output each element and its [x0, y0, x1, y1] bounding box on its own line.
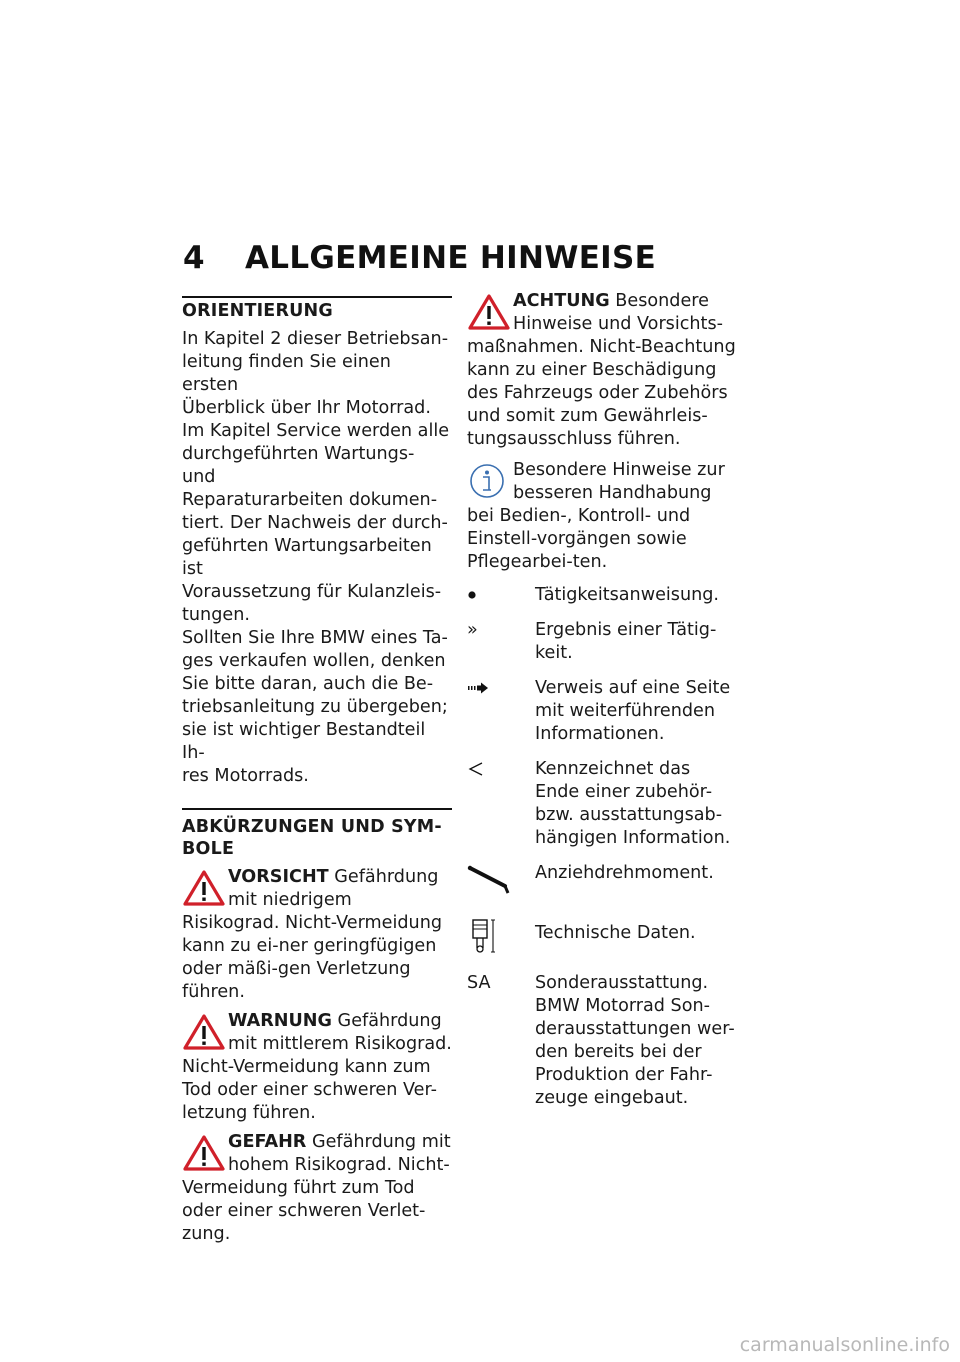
symbol-row-end-marker	[467, 758, 737, 850]
info-icon	[467, 461, 511, 501]
notice-text: Gefährdung mit niedrigem Risikograd. Nicht-Vermeidung kann zu ei-ner geringfügigen oder mäßi-gen Verletzung führen.	[182, 867, 443, 1002]
left-column	[182, 296, 452, 1246]
symbol-description: Technische Daten.	[535, 923, 696, 943]
notice-keyword: GEFAHR	[228, 1132, 307, 1152]
notice-keyword: WARNUNG	[228, 1011, 332, 1031]
symbol-description: Tätigkeitsanweisung.	[535, 585, 720, 605]
symbol-description: Sonderausstattung. BMW Motorrad Son- derausstattungen wer- den bereits bei der Produktion der Fahr- zeuge eingebaut.	[535, 973, 735, 1108]
torque-wrench-icon	[467, 862, 513, 898]
notice-gefahr	[182, 1131, 452, 1246]
result-arrow-icon: »	[467, 620, 478, 640]
section-title-orientierung: ORIENTIERUNG	[182, 301, 333, 321]
notice-warnung	[182, 1010, 452, 1125]
notice-keyword: VORSICHT	[228, 867, 329, 887]
notice-text: Besondere Hinweise zur besseren Handhabung bei Bedien-, Kontroll- und Einstell-vorgängen sowie Pflegearbei-ten.	[467, 460, 725, 572]
bullet-icon	[467, 584, 477, 606]
sa-label: SA	[467, 973, 491, 993]
page-reference-arrow-icon	[467, 677, 489, 699]
warning-triangle-icon	[182, 868, 226, 908]
section-rule	[182, 808, 452, 810]
notice-text: Gefährdung mit mittlerem Risikograd. Nicht-Vermeidung kann zum Tod oder einer schweren Ver-letzung führen.	[182, 1011, 452, 1123]
symbol-row-instruction	[467, 584, 737, 607]
orientierung-paragraph-2: Sollten Sie Ihre BMW eines Ta- ges verkaufen wollen, denken Sie bitte daran, auch die Be- triebsanleitung zu übergeben; sie ist wichtiger Bestandteil Ih- res Motorrads.	[182, 628, 448, 786]
symbol-row-sa	[467, 972, 737, 1110]
symbol-description: Verweis auf eine Seite mit weiterführenden Informationen.	[535, 678, 731, 744]
notice-keyword: ACHTUNG	[513, 291, 610, 311]
end-marker-icon	[467, 758, 485, 780]
warning-triangle-icon	[182, 1012, 226, 1052]
symbol-description: Anziehdrehmoment.	[535, 863, 714, 883]
section-rule	[182, 296, 452, 298]
section-title-abkuerzungen: ABKÜRZUNGEN UND SYM- BOLE	[182, 817, 442, 859]
notice-text: Besondere Hinweise und Vorsichts-maßnahmen. Nicht-Beachtung kann zu einer Beschädigung des Fahrzeugs oder Zubehörs und somit zum Gewährleis-tungsausschluss führen.	[467, 291, 736, 449]
symbol-description: Kennzeichnet das Ende einer zubehör- bzw. ausstattungsab- hängigen Information.	[535, 759, 731, 848]
watermark: carmanualsonline.info	[739, 1334, 950, 1356]
symbol-row-result	[467, 619, 737, 665]
chapter-number: 4	[183, 240, 205, 276]
warning-triangle-icon	[182, 1133, 226, 1173]
notice-text: Gefährdung mit hohem Risikograd. Nicht-Vermeidung führt zum Tod oder einer schweren Verlet-zung.	[182, 1132, 451, 1244]
chapter-title: ALLGEMEINE HINWEISE	[245, 240, 657, 276]
symbol-description: Ergebnis einer Tätig- keit.	[535, 620, 717, 663]
symbol-row-reference	[467, 677, 737, 746]
right-column	[467, 290, 737, 1122]
orientierung-paragraph-1: In Kapitel 2 dieser Betriebsan- leitung finden Sie einen ersten Überblick über Ihr Motorrad. Im Kapitel Service werden alle durchgeführten Wartungs- und Reparaturarbeiten dokumen- tiert. Der Nachweis der durch- geführten Wartungsarbeiten ist Voraussetzung für Kulanzleis- tungen.	[182, 329, 450, 625]
technical-data-icon	[467, 916, 501, 956]
chapter-heading	[183, 240, 656, 276]
notice-info	[467, 459, 737, 574]
notice-achtung	[467, 290, 737, 451]
symbol-row-torque	[467, 862, 737, 898]
notice-vorsicht	[182, 866, 452, 1004]
warning-triangle-icon	[467, 292, 511, 332]
symbol-row-technical-data	[467, 916, 737, 956]
